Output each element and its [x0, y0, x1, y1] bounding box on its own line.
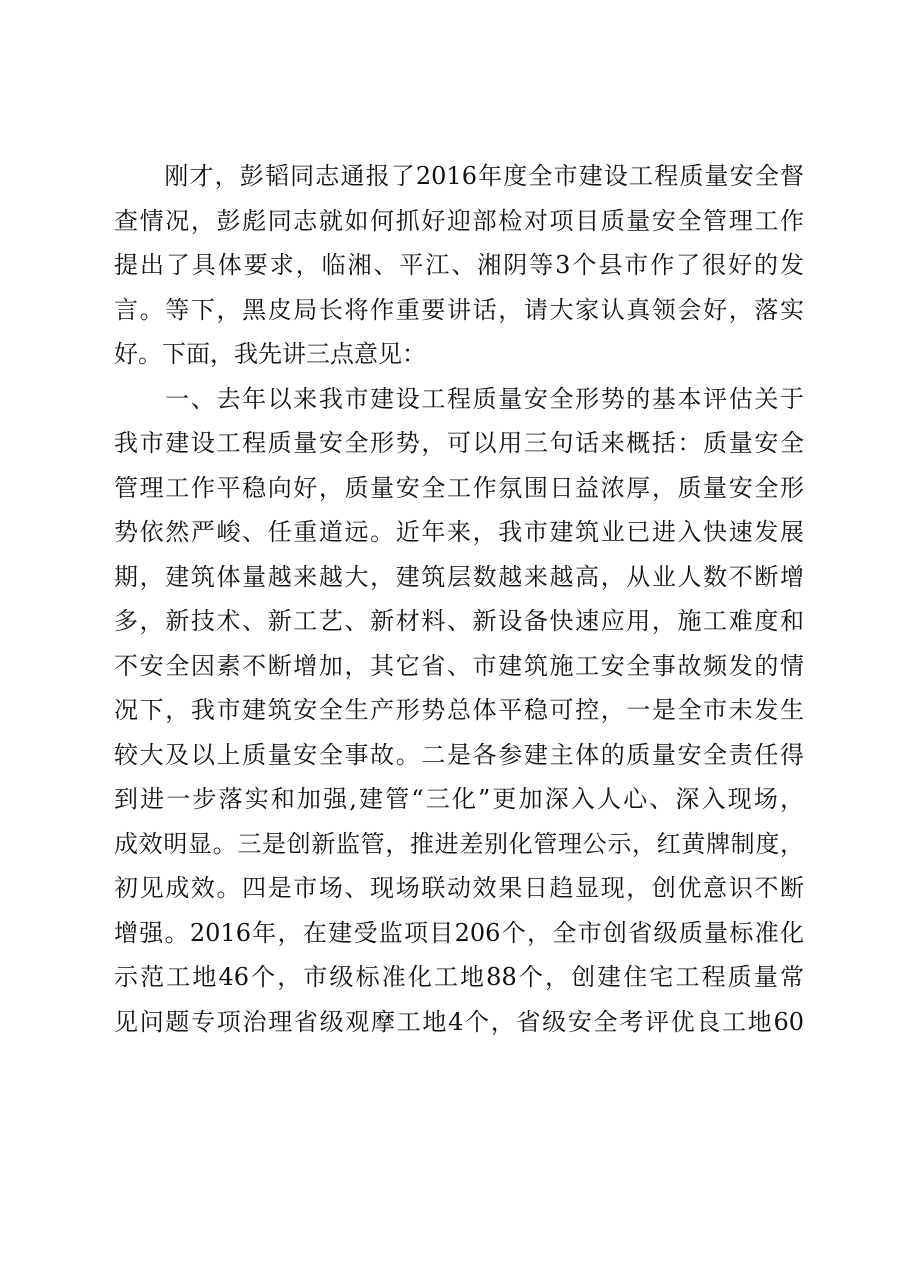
- text-line: 况下，我市建筑安全生产形势总体平稳可控，一是全市未发生: [114, 696, 804, 724]
- text-line: 不安全因素不断增加，其它省、市建筑施工安全事故频发的情: [114, 651, 804, 680]
- text-line: 多，新技术、新工艺、新材料、新设备快速应用，施工难度和: [114, 607, 804, 635]
- text-line: 到进一步落实和加强,建管“三化”更加深入人心、深入现场，: [114, 785, 804, 813]
- text-line: 一、去年以来我市建设工程质量安全形势的基本评估关于: [114, 384, 804, 413]
- text-line: 初见成效。四是市场、现场联动效果日趋显现，创优意识不断: [114, 874, 804, 902]
- text-line: 增强。2016年，在建受监项目206个，全市创省级质量标准化: [114, 918, 804, 947]
- text-line: 成效明显。三是创新监管，推进差别化管理公示，红黄牌制度，: [114, 829, 804, 858]
- text-line: 言。等下，黑皮局长将作重要讲话，请大家认真领会好，落实: [114, 295, 804, 324]
- text-line: 示范工地46个，市级标准化工地88个，创建住宅工程质量常: [114, 963, 804, 991]
- text-line: 提出了具体要求，临湘、平江、湘阴等3个县市作了很好的发: [114, 251, 804, 279]
- text-line: 我市建设工程质量安全形势，可以用三句话来概括：质量安全: [114, 429, 804, 457]
- text-line: 管理工作平稳向好，质量安全工作氛围日益浓厚，质量安全形: [114, 473, 804, 502]
- text-line: 查情况，彭彪同志就如何抓好迎部检对项目质量安全管理工作: [114, 206, 804, 235]
- text-line: 期，建筑体量越来越大，建筑层数越来越高，从业人数不断增: [114, 562, 804, 591]
- text-line: 好。下面，我先讲三点意见：: [114, 340, 426, 368]
- text-line: 刚才，彭韬同志通报了2016年度全市建设工程质量安全督: [114, 162, 804, 190]
- body-text: [114, 154, 804, 1044]
- text-line: 较大及以上质量安全事故。二是各参建主体的质量安全责任得: [114, 740, 804, 769]
- text-line: 见问题专项治理省级观摩工地4个，省级安全考评优良工地60: [114, 1007, 804, 1036]
- text-line: 势依然严峻、任重道远。近年来，我市建筑业已进入快速发展: [114, 518, 804, 546]
